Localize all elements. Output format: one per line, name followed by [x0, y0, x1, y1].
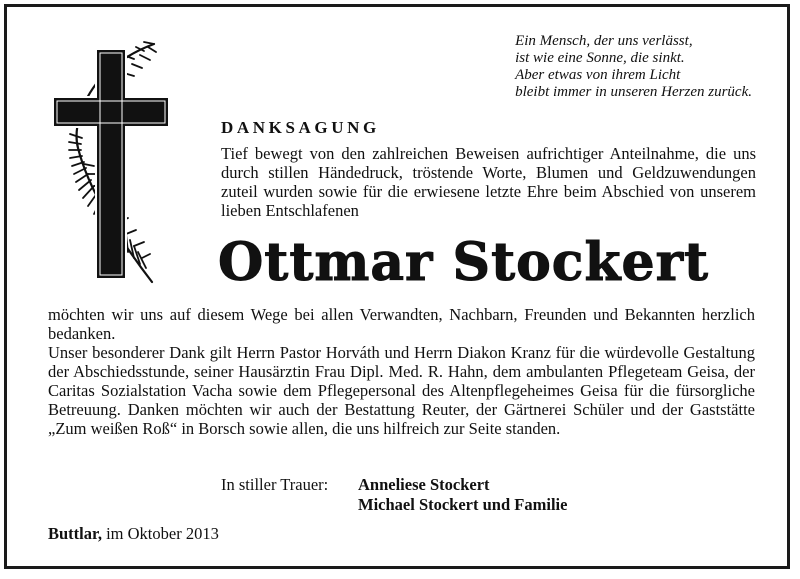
- body-paragraph: möchten wir uns auf diesem Wege bei allen Verwandten, Nachbarn, Freunden und Bekannten herzlich bedanken.: [48, 305, 755, 343]
- place-town: Buttlar,: [48, 524, 102, 543]
- poem-line: Aber etwas von ihrem Licht: [515, 67, 681, 83]
- cross-icon: [48, 38, 170, 288]
- date: im Oktober 2013: [106, 524, 219, 543]
- place-date: [48, 524, 219, 544]
- body-paragraph: Unser besonderer Dank gilt Herrn Pastor Horváth und Herrn Diakon Kranz für die würdevolle Gestaltung der Abschiedsstunde, seiner Hausärztin Frau Dipl. Med. R. Hahn, dem ambulanten Pflegeteam Geisa, der Caritas Sozialstation Vacha sowie dem Pflegepersonal des Altenpflegeheimes Geisa für die fürsorgliche Betreuung. Danken möchten wir auch der Bestattung Reuter, der Gärtnerei Schüler und der Gaststätte „Zum weißen Roß“ in Borsch sowie allen, die uns hilfreich zur Seite standen.: [48, 343, 755, 438]
- poem-line: Ein Mensch, der uns verlässt,: [515, 33, 693, 49]
- mourners: [358, 475, 567, 515]
- mourner-name: Michael Stockert und Familie: [358, 495, 568, 514]
- intro-text: Tief bewegt von den zahlreichen Beweisen aufrichtiger Anteilnahme, die uns durch stillen Händedruck, tröstende Worte, Blumen und Geldzuwendungen zuteil wurden sowie für die erwiesene letzte Ehre beim Abschied von unserem lieben Entschlafenen: [221, 144, 756, 220]
- poem-line: bleibt immer in unseren Herzen zurück.: [515, 84, 752, 100]
- poem: [515, 33, 752, 101]
- body-text: [48, 305, 755, 438]
- deceased-name: Ottmar Stockert: [218, 232, 709, 293]
- mourner-name: Anneliese Stockert: [358, 475, 490, 494]
- poem-line: ist wie eine Sonne, die sinkt.: [515, 50, 685, 66]
- mourning-label: In stiller Trauer:: [221, 475, 329, 494]
- heading: DANKSAGUNG: [221, 118, 380, 137]
